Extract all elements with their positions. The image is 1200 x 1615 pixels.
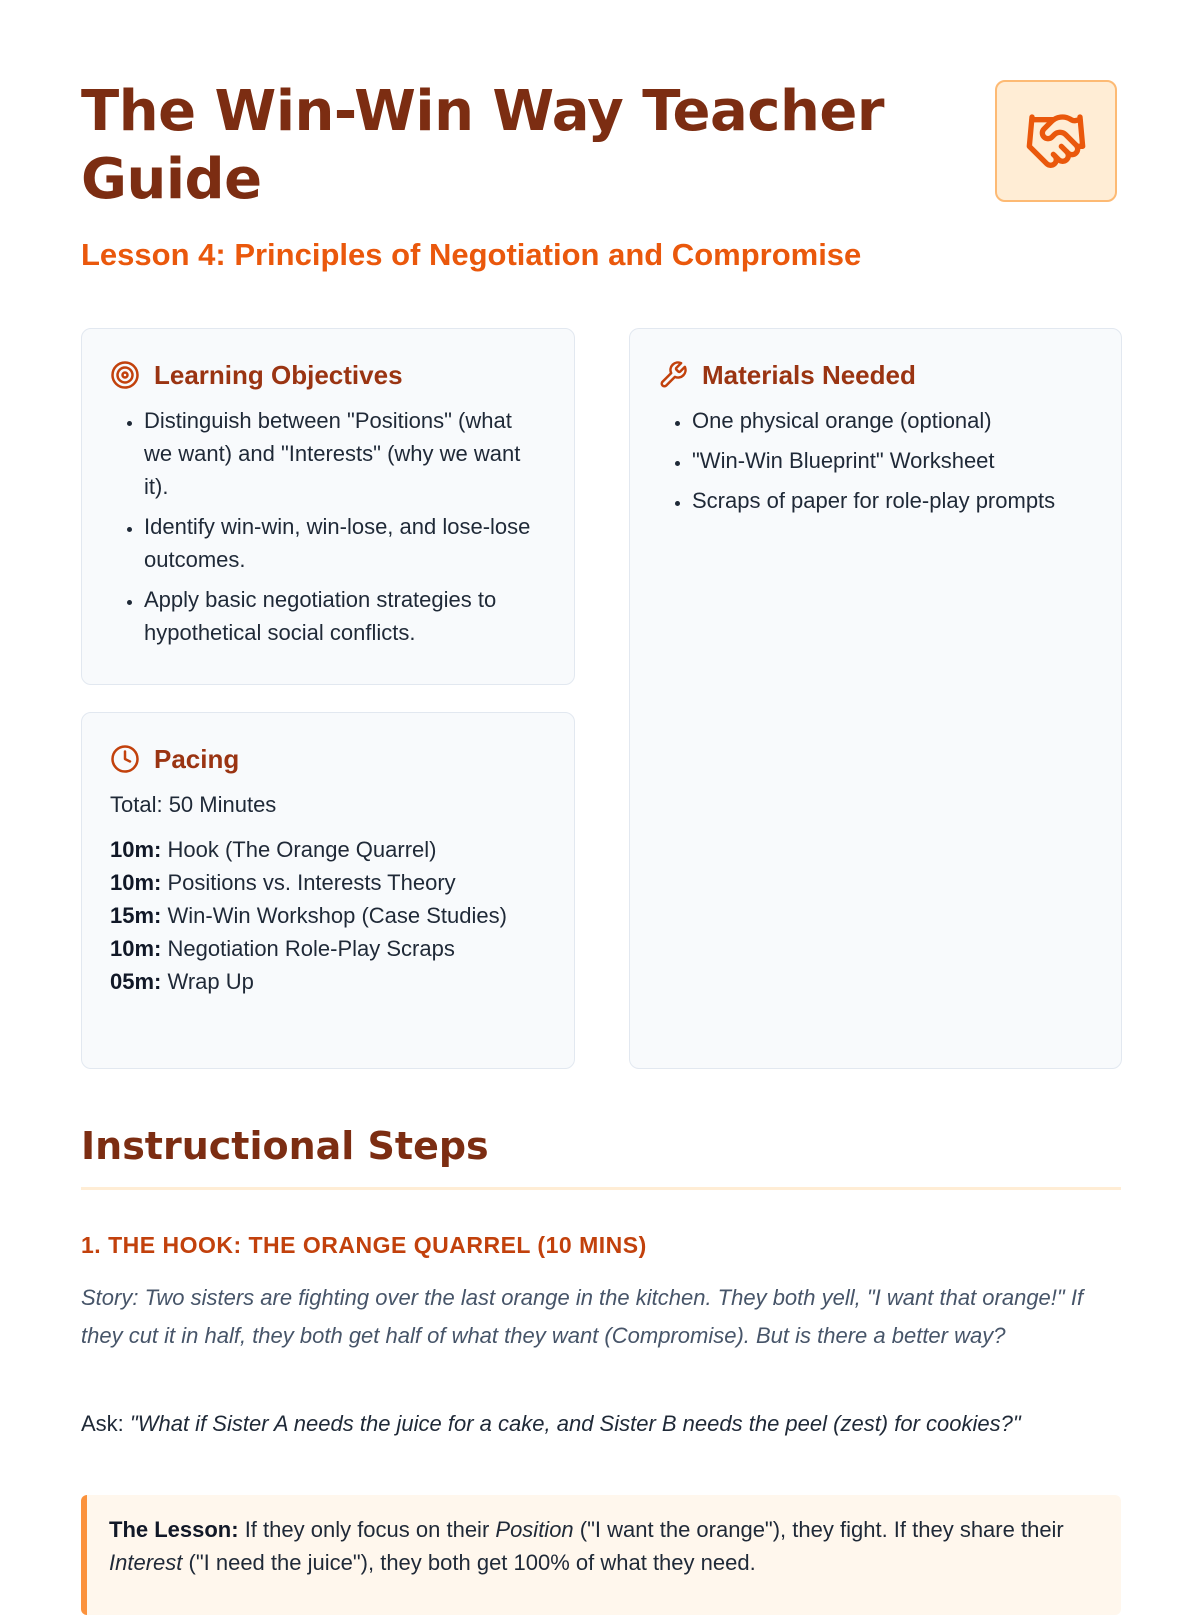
pacing-row [110, 833, 546, 866]
card-header [658, 358, 1093, 392]
page-title: The Win-Win Way Teacher Guide [81, 79, 884, 212]
list-item: • Apply basic negotiation strategies to hypothetical social conflicts. [144, 583, 546, 649]
list-item: • "Win-Win Blueprint" Worksheet [692, 444, 1093, 477]
step-ask [81, 1405, 1126, 1443]
pacing-label: Wrap Up [167, 969, 254, 994]
materials-list [658, 404, 1093, 517]
pacing-label: Win-Win Workshop (Case Studies) [167, 903, 507, 928]
pacing-card [81, 712, 575, 1069]
materials-card [629, 328, 1122, 1069]
clock-icon [110, 744, 140, 774]
lesson-text: ("I need the juice"), they both get 100% of what they need. [182, 1550, 756, 1575]
pacing-time: 10m: [110, 870, 162, 895]
pacing-label: Negotiation Role-Play Scraps [167, 936, 455, 961]
step-title: 1. THE HOOK: THE ORANGE QUARREL (10 MINS) [81, 1232, 647, 1258]
pacing-time: 05m: [110, 969, 162, 994]
card-title: Materials Needed [702, 359, 916, 390]
lesson-text: ("I want the orange"), they fight. If they share their [573, 1517, 1064, 1542]
lesson-label: The Lesson: [109, 1517, 239, 1542]
pacing-label: Positions vs. Interests Theory [167, 870, 456, 895]
card-header [110, 358, 546, 392]
pacing-label: Hook (The Orange Quarrel) [167, 837, 437, 862]
ask-label: Ask: [81, 1411, 130, 1436]
list-item: • Identify win-win, win-lose, and lose-lose outcomes. [144, 510, 546, 576]
card-header [110, 742, 546, 776]
card-title: Learning Objectives [154, 359, 403, 390]
list-item: • Scraps of paper for role-play prompts [692, 484, 1093, 517]
pacing-row [110, 866, 546, 899]
header [81, 78, 1121, 274]
section-title: Instructional Steps [81, 1124, 489, 1168]
pacing-time: 10m: [110, 936, 162, 961]
logo-badge [995, 80, 1117, 202]
wrench-icon [658, 360, 688, 390]
section-divider [81, 1187, 1121, 1190]
handshake-icon [1024, 109, 1088, 173]
lesson-position: Position [495, 1517, 574, 1542]
step-story: Story: Two sisters are fighting over the last orange in the kitchen. They both yell, "I want that orange!" If they cut it in half, they both get half of what they want (Compromise). But is there a better way? [81, 1285, 1084, 1348]
pacing-total: Total: 50 Minutes [110, 792, 277, 817]
ask-quote: "What if Sister A needs the juice for a cake, and Sister B needs the peel (zest) for cookies?" [129, 1411, 1021, 1436]
lesson-text: If they only focus on their [238, 1517, 496, 1542]
card-title: Pacing [154, 743, 240, 774]
pacing-list [110, 833, 546, 998]
pacing-time: 10m: [110, 837, 162, 862]
pacing-time: 15m: [110, 903, 162, 928]
pacing-row [110, 965, 546, 998]
learning-objectives-card [81, 328, 575, 685]
target-icon [110, 360, 140, 390]
pacing-row [110, 899, 546, 932]
lesson-subtitle: Lesson 4: Principles of Negotiation and Compromise [81, 237, 862, 272]
list-item: • Distinguish between "Positions" (what we want) and "Interests" (why we want it). [144, 404, 546, 503]
lesson-interest: Interest [109, 1550, 183, 1575]
lesson-callout [81, 1495, 1121, 1615]
objectives-list [110, 404, 546, 649]
pacing-row [110, 932, 546, 965]
list-item: • One physical orange (optional) [692, 404, 1093, 437]
